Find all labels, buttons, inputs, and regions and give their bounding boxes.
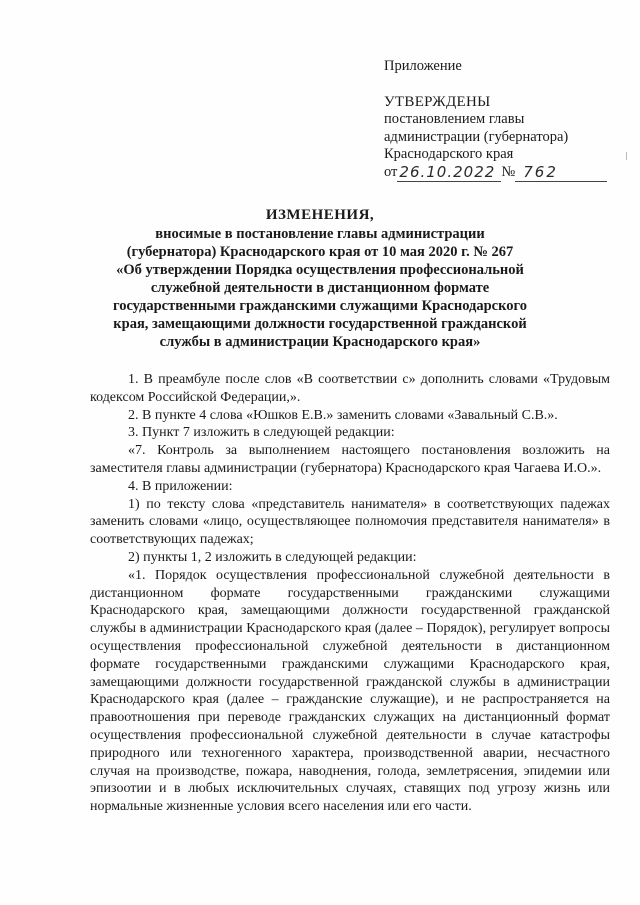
scan-artifact bbox=[626, 152, 627, 160]
approved-label: УТВЕРЖДЕНЫ bbox=[384, 93, 491, 110]
heading-title: ИЗМЕНЕНИЯ, bbox=[265, 207, 375, 223]
heading-line: государственными гражданскими служащими Краснодарского bbox=[112, 298, 528, 314]
approval-date-line bbox=[384, 164, 624, 182]
heading-line: службы в администрации Краснодарского края» bbox=[159, 334, 481, 350]
paragraph: 1. В преамбуле после слов «В соответствии с» дополнить словами «Трудовым кодексом Российской Федерации,». bbox=[90, 372, 610, 405]
heading-line: вносимые в постановление главы администрации bbox=[155, 226, 485, 242]
changes-heading bbox=[80, 206, 560, 351]
approval-block bbox=[384, 58, 624, 182]
handwritten-date: 26.10.2022 bbox=[397, 164, 501, 182]
from-prefix: от bbox=[384, 164, 398, 180]
heading-line: «Об утверждении Порядка осуществления профессиональной bbox=[116, 262, 524, 278]
approval-line: Краснодарского края bbox=[384, 146, 514, 162]
heading-line: служебной деятельности в дистанционном формате bbox=[150, 280, 490, 296]
number-sign: № bbox=[501, 164, 516, 180]
approval-line: постановлением главы bbox=[384, 111, 525, 127]
paragraph: 1) по тексту слова «представитель нанимателя» в соответствующих падежах заменить словами «лицо, осуществляющее полномочия представителя нанимателя» в соответствующих падежах; bbox=[90, 496, 610, 548]
document-body bbox=[90, 371, 610, 816]
paragraph: «7. Контроль за выполнением настоящего постановления возложить на заместителя главы администрации (губернатора) Краснодарского края Чагаева И.О.». bbox=[90, 443, 610, 476]
approval-line: администрации (губернатора) bbox=[384, 128, 569, 145]
heading-line: края, замещающими должности государственной гражданской bbox=[113, 316, 527, 332]
paragraph: 2. В пункте 4 слова «Юшков Е.В.» заменить словами «Завальный С.В.». bbox=[128, 407, 558, 423]
paragraph: 2) пункты 1, 2 изложить в следующей редакции: bbox=[128, 549, 417, 565]
paragraph: 4. В приложении: bbox=[128, 478, 233, 494]
paragraph: 3. Пункт 7 изложить в следующей редакции: bbox=[128, 425, 395, 441]
paragraph: «1. Порядок осуществления профессиональной служебной деятельности в дистанционном формате государственными гражданскими служащими Краснодарского края, замещающими должности государственной гражданской службы в администрации Краснодарского края (далее – Порядок), регулирует вопросы осуществления профессиональной служебной деятельности в дистанционном формате государственными гражданскими служащими Краснодарского края, замещающими должности государственной гражданской службы в администрации Краснодарского края (далее – гражданские служащие), и не распространяется на правоотношения при переводе гражданских служащих на дистанционный формат осуществления профессиональной служебной деятельности в случае катастрофы природного или техногенного характера, производственной аварии, несчастного случая на производстве, пожара, наводнения, голода, землетрясения, эпидемии или эпизоотии и в любых исключительных случаях, ставящих под угрозу жизнь или нормальные жизненные условия всего населения или его части. bbox=[90, 567, 610, 815]
appendix-label: Приложение bbox=[384, 58, 462, 74]
handwritten-number: 762 bbox=[515, 164, 607, 182]
heading-line: (губернатора) Краснодарского края от 10 мая 2020 г. № 267 bbox=[126, 244, 514, 260]
